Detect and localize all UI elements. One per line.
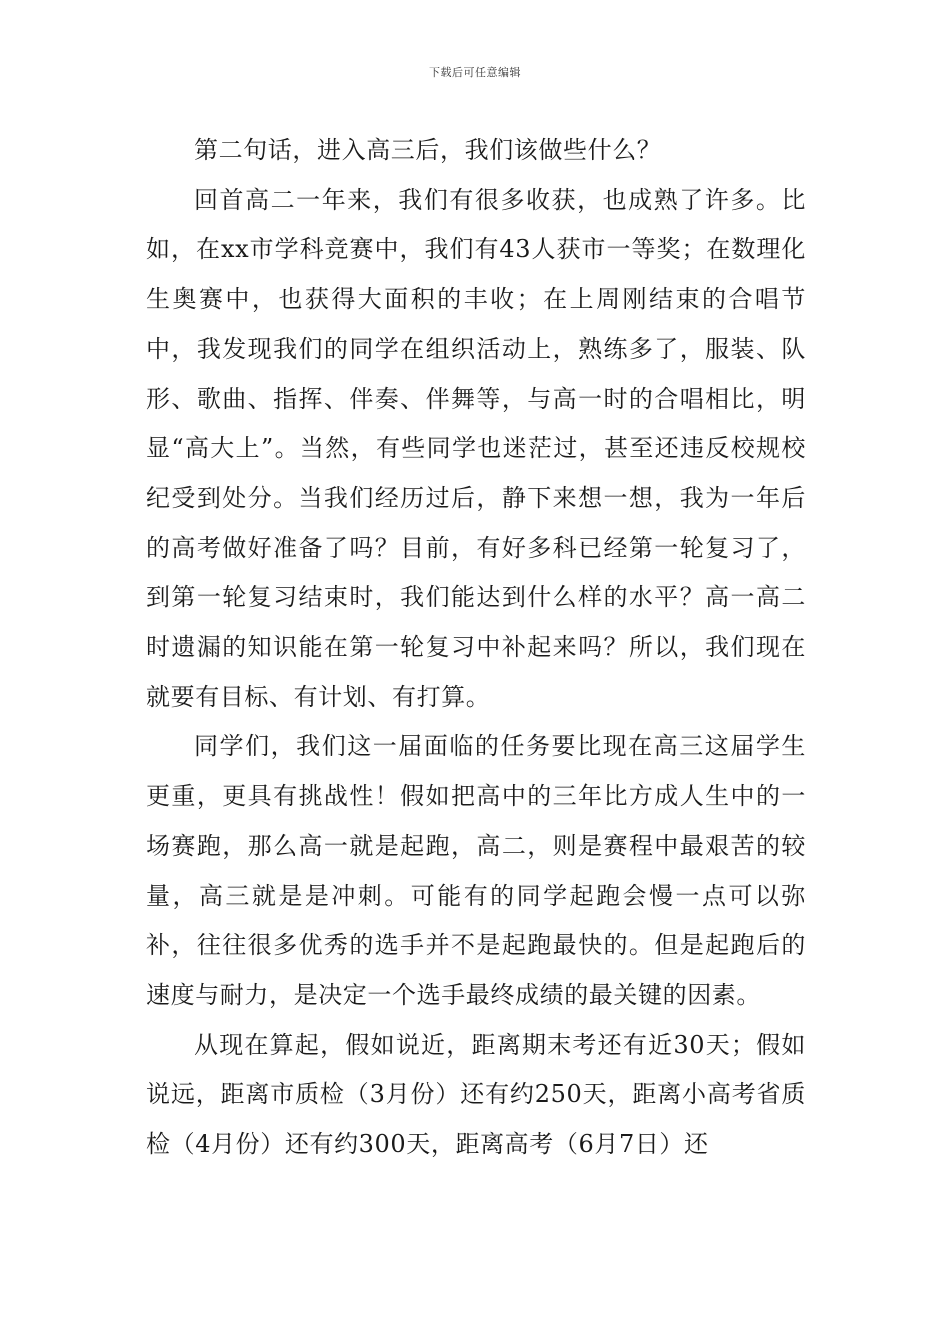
paragraph-4: 从现在算起，假如说近，距离期末考还有近30天；假如说远，距离市质检（3月份）还有约250天，距离小高考省质检（4月份）还有约300天，距离高考（6月7日）还 [146, 1030, 806, 1159]
paragraph-1: 第二句话，进入高三后，我们该做些什么？ [194, 136, 662, 164]
paragraph-3: 同学们，我们这一届面临的任务要比现在高三这届学生更重，更具有挑战性！假如把高中的三年比方成人生中的一场赛跑，那么高一就是起跑，高二，则是赛程中最艰苦的较量，高三就是是冲刺。可能有的同学起跑会慢一点可以弥补，往往很多优秀的选手并不是起跑最快的。但是起跑后的速度与耐力，是决定一个选手最终成绩的最关键的因素。 [146, 732, 806, 1009]
page-header-note: 下载后可任意编辑 [429, 66, 521, 79]
body-text [146, 126, 806, 1170]
paragraph-2: 回首高二一年来，我们有很多收获，也成熟了许多。比如，在xx市学科竞赛中，我们有43人获市一等奖；在数理化生奥赛中，也获得大面积的丰收；在上周刚结束的合唱节中，我发现我们的同学在组织活动上，熟练多了，服装、队形、歌曲、指挥、伴奏、伴舞等，与高一时的合唱相比，明显“高大上”。当然，有些同学也迷茫过，甚至还违反校规校纪受到处分。当我们经历过后，静下来想一想，我为一年后的高考做好准备了吗？目前，有好多科已经第一轮复习了，到第一轮复习结束时，我们能达到什么样的水平？高一高二时遗漏的知识能在第一轮复习中补起来吗？所以，我们现在就要有目标、有计划、有打算。 [146, 185, 806, 711]
